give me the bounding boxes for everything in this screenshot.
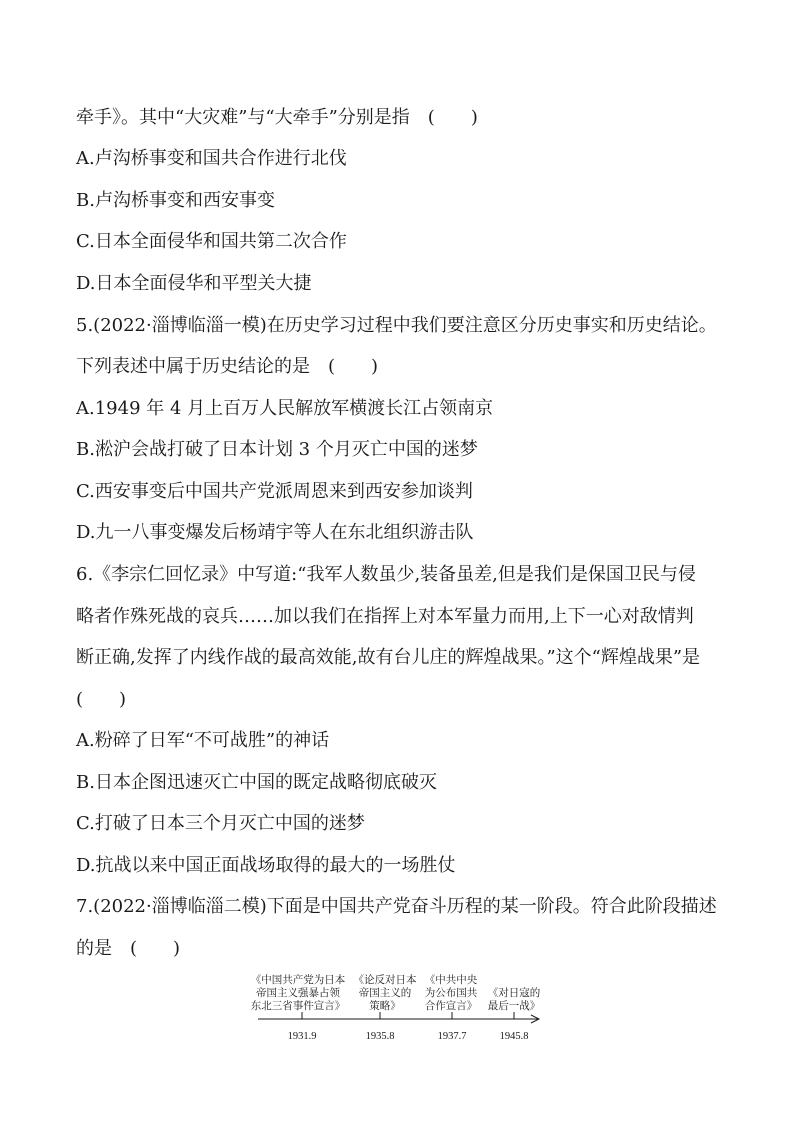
option-d: D.九一八事变爆发后杨靖宇等人在东北组织游击队	[76, 522, 474, 543]
option-a: A.粉碎了日军“不可战胜”的神话	[76, 730, 330, 751]
option-b: B.日本企图迅速灭亡中国的既定战略彻底破灭	[76, 772, 437, 793]
option-a: A.卢沟桥事变和国共合作进行北伐	[76, 148, 347, 169]
question-6-stem: 6.《李宗仁回忆录》中写道:“我军人数虽少,装备虽差,但是我们是保国卫民与侵	[76, 564, 696, 585]
timeline-date: 1935.8	[365, 1031, 395, 1042]
option-c: C.西安事变后中国共产党派周恩来到西安参加谈判	[76, 481, 473, 502]
option-b: B.卢沟桥事变和西安事变	[76, 190, 275, 211]
option-a: A.1949 年 4 月上百万人民解放军横渡长江占领南京	[76, 398, 494, 419]
timeline-event-label: 《论反对日本 帝国主义的 策略》	[353, 974, 417, 1012]
option-c: C.打破了日本三个月灭亡中国的迷梦	[76, 813, 365, 834]
option-c: C.日本全面侵华和国共第二次合作	[76, 231, 347, 252]
timeline-event-label: 《对日寇的 最后一战》	[487, 987, 541, 1012]
timeline-event-label: 《中国共产党为日本 帝国主义强暴占领 东北三省事件宣言》	[250, 974, 346, 1012]
option-d: D.抗战以来中国正面战场取得的最大的一场胜仗	[76, 855, 456, 876]
timeline-figure	[246, 968, 546, 1048]
question-6-stem-cont: 断正确,发挥了内线作战的最高效能,故有台儿庄的辉煌战果。”这个“辉煌战果”是	[76, 647, 701, 668]
question-7-stem: 7.(2022·淄博临淄二模)下面是中国共产党奋斗历程的某一阶段。符合此阶段描述	[76, 896, 717, 917]
timeline-date: 1937.7	[437, 1031, 467, 1042]
timeline-date: 1931.9	[287, 1031, 317, 1042]
option-d: D.日本全面侵华和平型关大捷	[76, 273, 312, 294]
timeline-date: 1945.8	[499, 1031, 529, 1042]
timeline-event-label: 《中共中央 为公布国共 合作宣言》	[424, 974, 478, 1012]
timeline-axis	[246, 1008, 546, 1030]
question-5-stem-cont: 下列表述中属于历史结论的是 ( )	[76, 356, 379, 377]
question-6-stem-cont: 略者作殊死战的哀兵……加以我们在指挥上对本军量力而用,上下一心对敌情判	[76, 606, 694, 627]
question-text-line: 牵手》。其中“大灾难”与“大牵手”分别是指 ( )	[76, 107, 478, 128]
question-7-stem-cont: 的是 ( )	[76, 938, 181, 959]
answer-blank: ( )	[76, 689, 127, 710]
option-b: B.淞沪会战打破了日本计划 3 个月灭亡中国的迷梦	[76, 439, 478, 460]
question-5-stem: 5.(2022·淄博临淄一模)在历史学习过程中我们要注意区分历史事实和历史结论。	[76, 315, 717, 336]
